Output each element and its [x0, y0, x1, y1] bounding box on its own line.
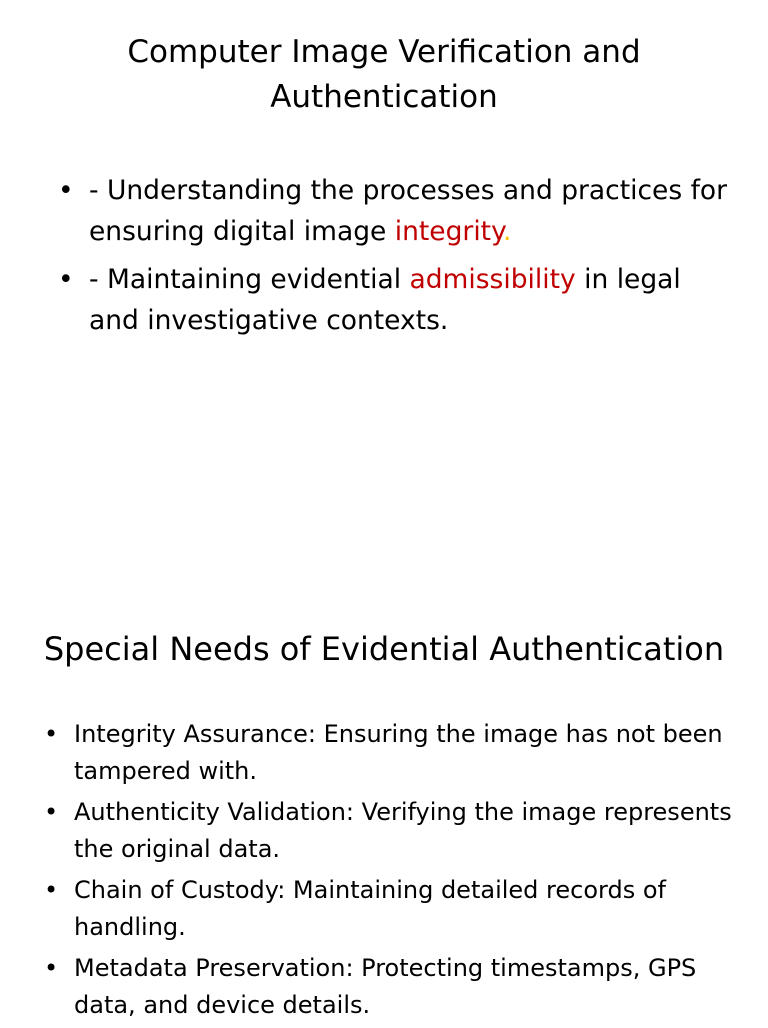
slide-2-title: Special Needs of Evidential Authentication [43, 630, 725, 668]
bullet-dot: • [44, 954, 59, 982]
highlight-integrity: integrity [394, 216, 503, 247]
highlight-period: . [502, 216, 512, 247]
bullet-text: Authenticity Validation: Verifying the image represents the original data. [74, 798, 732, 863]
slide-2-bullet-list [44, 716, 744, 1028]
bullet-dot: • [58, 264, 74, 295]
bullet-text-suffix: in legal and investigative contexts. [89, 264, 681, 336]
list-item [44, 794, 744, 868]
bullet-dot: • [44, 798, 59, 826]
highlight-admissibility: admissibility [409, 264, 576, 295]
slide-1 [0, 0, 768, 512]
list-item [58, 170, 728, 252]
list-item [44, 950, 744, 1024]
slide-2 [0, 512, 768, 1024]
bullet-text: - Maintaining evidential [89, 264, 410, 295]
bullet-dot: • [44, 720, 59, 748]
slide-1-bullet-list [58, 170, 728, 348]
bullet-text: - Understanding the processes and practices for ensuring digital image [89, 175, 728, 247]
bullet-dot: • [44, 876, 59, 904]
list-item [44, 872, 744, 946]
slide-1-title: Computer Image Verification and Authentication [127, 34, 641, 115]
bullet-text: Metadata Preservation: Protecting timestamps, GPS data, and device details. [74, 954, 697, 1019]
list-item [44, 716, 744, 790]
bullet-text: Integrity Assurance: Ensuring the image has not been tampered with. [74, 720, 723, 785]
list-item [58, 259, 728, 341]
bullet-text: Chain of Custody: Maintaining detailed records of handling. [74, 876, 666, 941]
bullet-dot: • [58, 175, 74, 206]
